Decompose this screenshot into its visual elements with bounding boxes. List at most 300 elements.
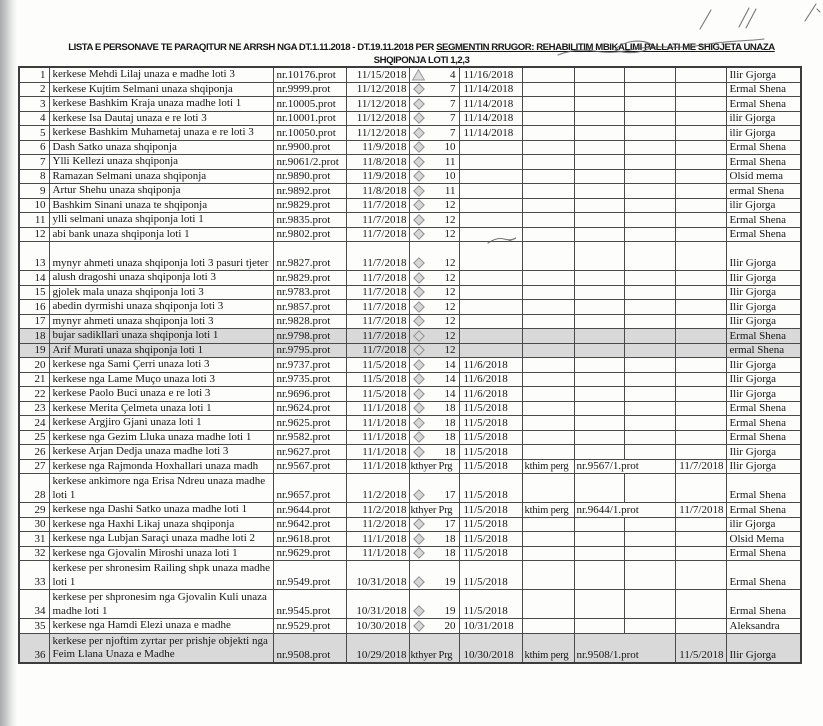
reply-protocol-number: [574, 300, 624, 315]
days-count: 4: [450, 68, 456, 81]
date-forwarded: [459, 242, 522, 271]
empty-cell: [624, 285, 675, 300]
reply-date: [675, 227, 726, 242]
request-description: bujar sadikllari unaza shqiponja loti 1: [49, 329, 273, 344]
gray-diamond-icon: [412, 185, 425, 197]
date-received: 11/2/2018: [346, 517, 409, 532]
gray-diamond-icon: [412, 141, 425, 153]
date-forwarded: 11/5/2018: [459, 590, 522, 619]
status-cell: kthyer Prg: [409, 503, 459, 518]
gray-diamond-icon: [412, 301, 425, 313]
reply-date: [675, 329, 726, 344]
handler-name: Ermal Shena: [726, 503, 801, 518]
table-row: [19, 329, 801, 344]
pen-tick-mark: [817, 9, 820, 12]
kthim-perg-cell: [522, 300, 574, 315]
protocol-number: nr.10176.prot: [273, 67, 346, 82]
handler-name: Ermal Shena: [726, 227, 801, 242]
requests-table-body: [19, 67, 801, 663]
days-count: 12: [444, 286, 456, 298]
reply-protocol-number: [574, 314, 624, 329]
row-number: 35: [19, 619, 49, 634]
date-received: 10/29/2018: [346, 633, 409, 663]
request-description: kerkese Mehdi Lilaj unaza e madhe loti 3: [49, 67, 273, 82]
row-number: 23: [19, 401, 49, 416]
reply-date: [675, 517, 726, 532]
days-count: 11: [444, 155, 456, 168]
row-number: 7: [19, 155, 49, 170]
kthim-perg-cell: [522, 198, 574, 213]
kthim-perg-cell: [522, 314, 574, 329]
status-cell: [409, 561, 459, 590]
status-cell: [409, 213, 459, 228]
table-row: [19, 126, 801, 141]
reply-protocol-number: [574, 67, 624, 82]
reply-protocol-number: [574, 184, 624, 199]
row-number: 29: [19, 503, 49, 518]
request-description: mynyr ahmeti unaza shqiponja loti 3 pasuri tjeter: [49, 242, 273, 271]
status-cell: [409, 445, 459, 460]
table-row: [19, 343, 801, 358]
reply-protocol-number: nr.9508/1.prot: [574, 633, 675, 663]
date-forwarded: 11/6/2018: [459, 387, 522, 402]
kthim-perg-cell: [522, 126, 574, 141]
date-received: 11/1/2018: [346, 532, 409, 547]
status-cell: [409, 67, 459, 82]
date-forwarded: [459, 314, 522, 329]
pen-double-slash-mark-b: [746, 9, 756, 28]
request-description: alush dragoshi unaza shqiponja loti 3: [49, 271, 273, 286]
kthim-perg-cell: [522, 445, 574, 460]
reply-protocol-number: [574, 329, 624, 344]
request-description: kerkese nga Lubjan Saraçi unaza madhe loti 2: [49, 532, 273, 547]
empty-cell: [624, 97, 675, 112]
empty-cell: [624, 271, 675, 286]
table-row: [19, 590, 801, 619]
row-number: 31: [19, 532, 49, 547]
empty-cell: [624, 445, 675, 460]
handler-name: ilir Gjorga: [726, 198, 801, 213]
status-cell: [409, 227, 459, 242]
protocol-number: nr.9582.prot: [273, 430, 346, 445]
gray-diamond-icon: [412, 388, 425, 400]
reply-date: [675, 401, 726, 416]
date-forwarded: 11/6/2018: [459, 372, 522, 387]
days-count: 10: [444, 141, 456, 153]
days-count: 12: [444, 329, 456, 342]
handler-name: Ilir Gjorga: [726, 300, 801, 315]
kthim-perg-cell: kthim perg: [522, 459, 574, 474]
status-cell: [409, 387, 459, 402]
row-number: 16: [19, 300, 49, 315]
table-row: [19, 140, 801, 155]
reply-date: [675, 198, 726, 213]
handler-name: Ilir Gjorga: [726, 633, 801, 663]
date-forwarded: 11/5/2018: [459, 517, 522, 532]
table-row: [19, 213, 801, 228]
request-description: kerkese nga Lame Muço unaza loti 3: [49, 372, 273, 387]
status-cell: [409, 140, 459, 155]
date-forwarded: [459, 140, 522, 155]
gray-diamond-icon: [412, 431, 425, 443]
request-description: kerkese ankimore nga Erisa Ndreu unaza madhe loti 1: [49, 474, 273, 503]
request-description: kerkese nga Sami Çerri unaza loti 3: [49, 358, 273, 373]
protocol-number: nr.9999.prot: [273, 82, 346, 97]
status-cell: [409, 155, 459, 170]
date-forwarded: [459, 271, 522, 286]
days-count: 20: [444, 619, 456, 632]
handler-name: Ermal Shena: [726, 561, 801, 590]
gray-diamond-icon: [412, 228, 425, 240]
date-received: 11/5/2018: [346, 372, 409, 387]
date-forwarded: 11/14/2018: [459, 97, 522, 112]
table-row: [19, 416, 801, 431]
reply-protocol-number: [574, 619, 624, 634]
date-received: 11/9/2018: [346, 140, 409, 155]
date-received: 11/1/2018: [346, 430, 409, 445]
kthim-perg-cell: kthim perg: [522, 633, 574, 663]
date-received: 11/1/2018: [346, 416, 409, 431]
handler-name: Ermal Shena: [726, 97, 801, 112]
protocol-number: nr.9545.prot: [273, 590, 346, 619]
title-line-2: SHQIPONJA LOTI 1,2,3: [373, 55, 470, 66]
row-number: 9: [19, 184, 49, 199]
reply-protocol-number: [574, 387, 624, 402]
status-cell: [409, 401, 459, 416]
gray-diamond-icon: [412, 344, 425, 356]
days-count: 19: [444, 576, 456, 588]
handler-name: Ermal Shena: [726, 546, 801, 561]
reply-date: [675, 126, 726, 141]
days-count: 18: [444, 416, 456, 429]
request-description: kerkese Merita Çelmeta unaza loti 1: [49, 401, 273, 416]
days-count: 18: [444, 532, 456, 545]
kthim-perg-cell: [522, 474, 574, 503]
table-row: [19, 198, 801, 213]
date-received: 11/1/2018: [346, 459, 409, 474]
date-received: 11/8/2018: [346, 155, 409, 170]
date-forwarded: 11/5/2018: [459, 430, 522, 445]
reply-date: [675, 97, 726, 112]
empty-cell: [624, 401, 675, 416]
status-cell: [409, 198, 459, 213]
table-row: [19, 532, 801, 547]
status-cell: [409, 590, 459, 619]
date-forwarded: 11/14/2018: [459, 111, 522, 126]
title-text-pre: LISTA E PERSONAVE TE PARAQITUR NE ARRSH NGA DT.1.11.2018 - DT.19.11.2018 PER: [68, 42, 437, 53]
reply-protocol-number: [574, 111, 624, 126]
date-forwarded: 11/5/2018: [459, 416, 522, 431]
days-count: 14: [444, 373, 456, 385]
reply-protocol-number: [574, 97, 624, 112]
days-count: 12: [444, 199, 456, 211]
reply-protocol-number: [574, 285, 624, 300]
protocol-number: nr.9857.prot: [273, 300, 346, 315]
protocol-number: nr.9737.prot: [273, 358, 346, 373]
protocol-number: nr.9567.prot: [273, 459, 346, 474]
date-received: 11/7/2018: [346, 343, 409, 358]
date-received: 10/31/2018: [346, 590, 409, 619]
date-received: 11/1/2018: [346, 401, 409, 416]
gray-diamond-icon: [412, 576, 425, 588]
reply-date: [675, 242, 726, 271]
kthim-perg-cell: kthim perg: [522, 503, 574, 518]
request-description: Ramazan Selmani unaza shqiponja: [49, 169, 273, 184]
row-number: 34: [19, 590, 49, 619]
days-count: 12: [444, 257, 456, 269]
gray-diamond-icon: [412, 156, 425, 168]
date-received: 11/1/2018: [346, 445, 409, 460]
empty-cell: [624, 590, 675, 619]
reply-protocol-number: [574, 82, 624, 97]
gray-diamond-icon: [412, 330, 425, 342]
protocol-number: nr.9624.prot: [273, 401, 346, 416]
gray-diamond-icon: [412, 547, 425, 559]
status-cell: kthyer Prg: [409, 633, 459, 663]
reply-protocol-number: [574, 445, 624, 460]
table-row: [19, 372, 801, 387]
reply-date: [675, 184, 726, 199]
request-description: Bashkim Sinani unaza te shqiponja: [49, 198, 273, 213]
table-row: [19, 300, 801, 315]
row-number: 25: [19, 430, 49, 445]
handler-name: Ermal Shena: [726, 329, 801, 344]
date-forwarded: 11/5/2018: [459, 546, 522, 561]
gray-diamond-icon: [412, 83, 425, 95]
empty-cell: [624, 517, 675, 532]
gray-diamond-icon: [412, 170, 425, 182]
row-number: 11: [19, 213, 49, 228]
reply-protocol-number: [574, 532, 624, 547]
table-row: [19, 517, 801, 532]
empty-cell: [624, 227, 675, 242]
handler-name: Ilir Gjorga: [726, 271, 801, 286]
row-number: 15: [19, 285, 49, 300]
request-description: gjolek mala unaza shqiponja loti 3: [49, 285, 273, 300]
request-description: kerkese nga Gjovalin Miroshi unaza loti 1: [49, 546, 273, 561]
protocol-number: nr.9795.prot: [273, 343, 346, 358]
handler-name: Ermal Shena: [726, 401, 801, 416]
date-received: 11/7/2018: [346, 242, 409, 271]
row-number: 1: [19, 67, 49, 82]
gray-diamond-icon: [412, 272, 425, 284]
reply-date: [675, 430, 726, 445]
table-row: [19, 97, 801, 112]
days-count: 18: [444, 431, 456, 443]
handler-name: Ermal Shena: [726, 430, 801, 445]
protocol-number: nr.9828.prot: [273, 314, 346, 329]
request-description: abi bank unaza shqiponja loti 1: [49, 227, 273, 242]
handler-name: ermal Shena: [726, 184, 801, 199]
date-received: 11/7/2018: [346, 227, 409, 242]
table-row: [19, 155, 801, 170]
kthim-perg-cell: [522, 184, 574, 199]
date-forwarded: 10/31/2018: [459, 619, 522, 634]
date-received: 11/7/2018: [346, 198, 409, 213]
kthim-perg-cell: [522, 517, 574, 532]
status-cell: [409, 169, 459, 184]
date-forwarded: 11/6/2018: [459, 358, 522, 373]
kthim-perg-cell: [522, 430, 574, 445]
kthim-perg-cell: [522, 590, 574, 619]
gray-diamond-icon: [412, 417, 425, 429]
reply-date: [675, 387, 726, 402]
date-forwarded: [459, 169, 522, 184]
status-cell: [409, 242, 459, 271]
protocol-number: nr.9657.prot: [273, 474, 346, 503]
table-row: [19, 314, 801, 329]
date-received: 11/7/2018: [346, 213, 409, 228]
days-count: 11: [444, 184, 456, 197]
reply-date: 11/7/2018: [675, 503, 726, 518]
handler-name: ilir Gjorga: [726, 517, 801, 532]
pen-slash-mark-1: [700, 10, 711, 29]
table-row: [19, 285, 801, 300]
reply-protocol-number: [574, 213, 624, 228]
reply-date: [675, 155, 726, 170]
empty-cell: [624, 242, 675, 271]
scan-edge-shadow: [0, 0, 17, 726]
table-row: [19, 111, 801, 126]
status-cell: [409, 126, 459, 141]
reply-protocol-number: [574, 169, 624, 184]
kthim-perg-cell: [522, 329, 574, 344]
status-cell: [409, 358, 459, 373]
request-description: Arif Murati unaza shqiponja loti 1: [49, 343, 273, 358]
status-cell: [409, 517, 459, 532]
table-row: [19, 184, 801, 199]
row-number: 3: [19, 97, 49, 112]
date-forwarded: 11/5/2018: [459, 503, 522, 518]
protocol-number: nr.9735.prot: [273, 372, 346, 387]
days-count: 7: [450, 112, 456, 124]
reply-protocol-number: [574, 474, 624, 503]
date-received: 11/2/2018: [346, 503, 409, 518]
date-received: 11/7/2018: [346, 271, 409, 286]
reply-date: [675, 314, 726, 329]
reply-date: [675, 372, 726, 387]
row-number: 30: [19, 517, 49, 532]
status-cell: [409, 82, 459, 97]
request-description: kerkese per shpronesim nga Gjovalin Kuli unaza madhe loti 1: [49, 590, 273, 619]
row-number: 27: [19, 459, 49, 474]
table-row: [19, 445, 801, 460]
reply-date: [675, 169, 726, 184]
title-text-underlined: SEGMENTIN RRUGOR: REHABILITIM MBIKALIMI PALLATI ME SHIGJETA UNAZA: [436, 42, 775, 53]
gray-diamond-icon: [412, 533, 425, 545]
table-row: [19, 358, 801, 373]
date-received: 11/7/2018: [346, 285, 409, 300]
reply-date: [675, 532, 726, 547]
reply-protocol-number: nr.9644/1.prot: [574, 503, 675, 518]
empty-cell: [624, 184, 675, 199]
reply-date: [675, 285, 726, 300]
days-count: 12: [444, 315, 456, 327]
days-count: 7: [450, 126, 456, 139]
row-number: 36: [19, 633, 49, 663]
status-cell: [409, 416, 459, 431]
protocol-number: nr.9829.prot: [273, 271, 346, 286]
row-number: 6: [19, 140, 49, 155]
handler-name: Ermal Shena: [726, 82, 801, 97]
date-forwarded: 11/5/2018: [459, 445, 522, 460]
protocol-number: nr.9890.prot: [273, 169, 346, 184]
gray-diamond-icon: [412, 518, 425, 530]
handler-name: Ilir Gjorga: [726, 314, 801, 329]
reply-protocol-number: [574, 416, 624, 431]
table-row: [19, 401, 801, 416]
kthim-perg-cell: [522, 67, 574, 82]
handler-name: Ermal Shena: [726, 213, 801, 228]
reply-date: [675, 67, 726, 82]
protocol-number: nr.9892.prot: [273, 184, 346, 199]
date-forwarded: 11/5/2018: [459, 459, 522, 474]
handler-name: Ermal Shena: [726, 416, 801, 431]
reply-protocol-number: [574, 126, 624, 141]
gray-diamond-icon: [412, 199, 425, 211]
protocol-number: nr.9798.prot: [273, 329, 346, 344]
gray-diamond-icon: [412, 489, 425, 501]
reply-protocol-number: [574, 198, 624, 213]
row-number: 17: [19, 314, 49, 329]
protocol-number: nr.9783.prot: [273, 285, 346, 300]
kthim-perg-cell: [522, 619, 574, 634]
row-number: 4: [19, 111, 49, 126]
request-description: kerkese Argjiro Gjani unaza loti 1: [49, 416, 273, 431]
reply-date: [675, 111, 726, 126]
reply-date: [675, 300, 726, 315]
kthim-perg-cell: [522, 111, 574, 126]
empty-cell: [624, 67, 675, 82]
date-received: 11/9/2018: [346, 169, 409, 184]
empty-cell: [624, 430, 675, 445]
date-received: 11/7/2018: [346, 314, 409, 329]
request-description: kerkese Kujtim Selmani unaza shqiponja: [49, 82, 273, 97]
status-cell: [409, 329, 459, 344]
request-description: kerkese nga Hamdi Elezi unaza e madhe: [49, 619, 273, 634]
date-forwarded: 10/30/2018: [459, 633, 522, 663]
status-cell: [409, 111, 459, 126]
reply-protocol-number: [574, 242, 624, 271]
gray-diamond-icon: [412, 402, 425, 414]
date-received: 11/12/2018: [346, 126, 409, 141]
gray-diamond-icon: [412, 359, 425, 371]
protocol-number: nr.9627.prot: [273, 445, 346, 460]
handler-name: Olsid Mema: [726, 532, 801, 547]
date-received: 11/8/2018: [346, 184, 409, 199]
date-forwarded: 11/5/2018: [459, 474, 522, 503]
row-number: 14: [19, 271, 49, 286]
status-cell: [409, 474, 459, 503]
reply-protocol-number: [574, 401, 624, 416]
table-row: [19, 474, 801, 503]
requests-table: [18, 66, 802, 664]
request-description: ylli selmani unaza shqiponja loti 1: [49, 213, 273, 228]
status-cell: [409, 285, 459, 300]
handler-name: ilir Gjorga: [726, 126, 801, 141]
status-cell: [409, 532, 459, 547]
kthim-perg-cell: [522, 242, 574, 271]
kthim-perg-cell: [522, 532, 574, 547]
table-row: [19, 82, 801, 97]
request-description: kerkese per shronesim Railing shpk unaza madhe loti 1: [49, 561, 273, 590]
empty-cell: [624, 155, 675, 170]
reply-date: [675, 590, 726, 619]
reply-protocol-number: [574, 358, 624, 373]
row-number: 13: [19, 242, 49, 271]
row-number: 8: [19, 169, 49, 184]
gray-diamond-icon: [412, 446, 425, 458]
